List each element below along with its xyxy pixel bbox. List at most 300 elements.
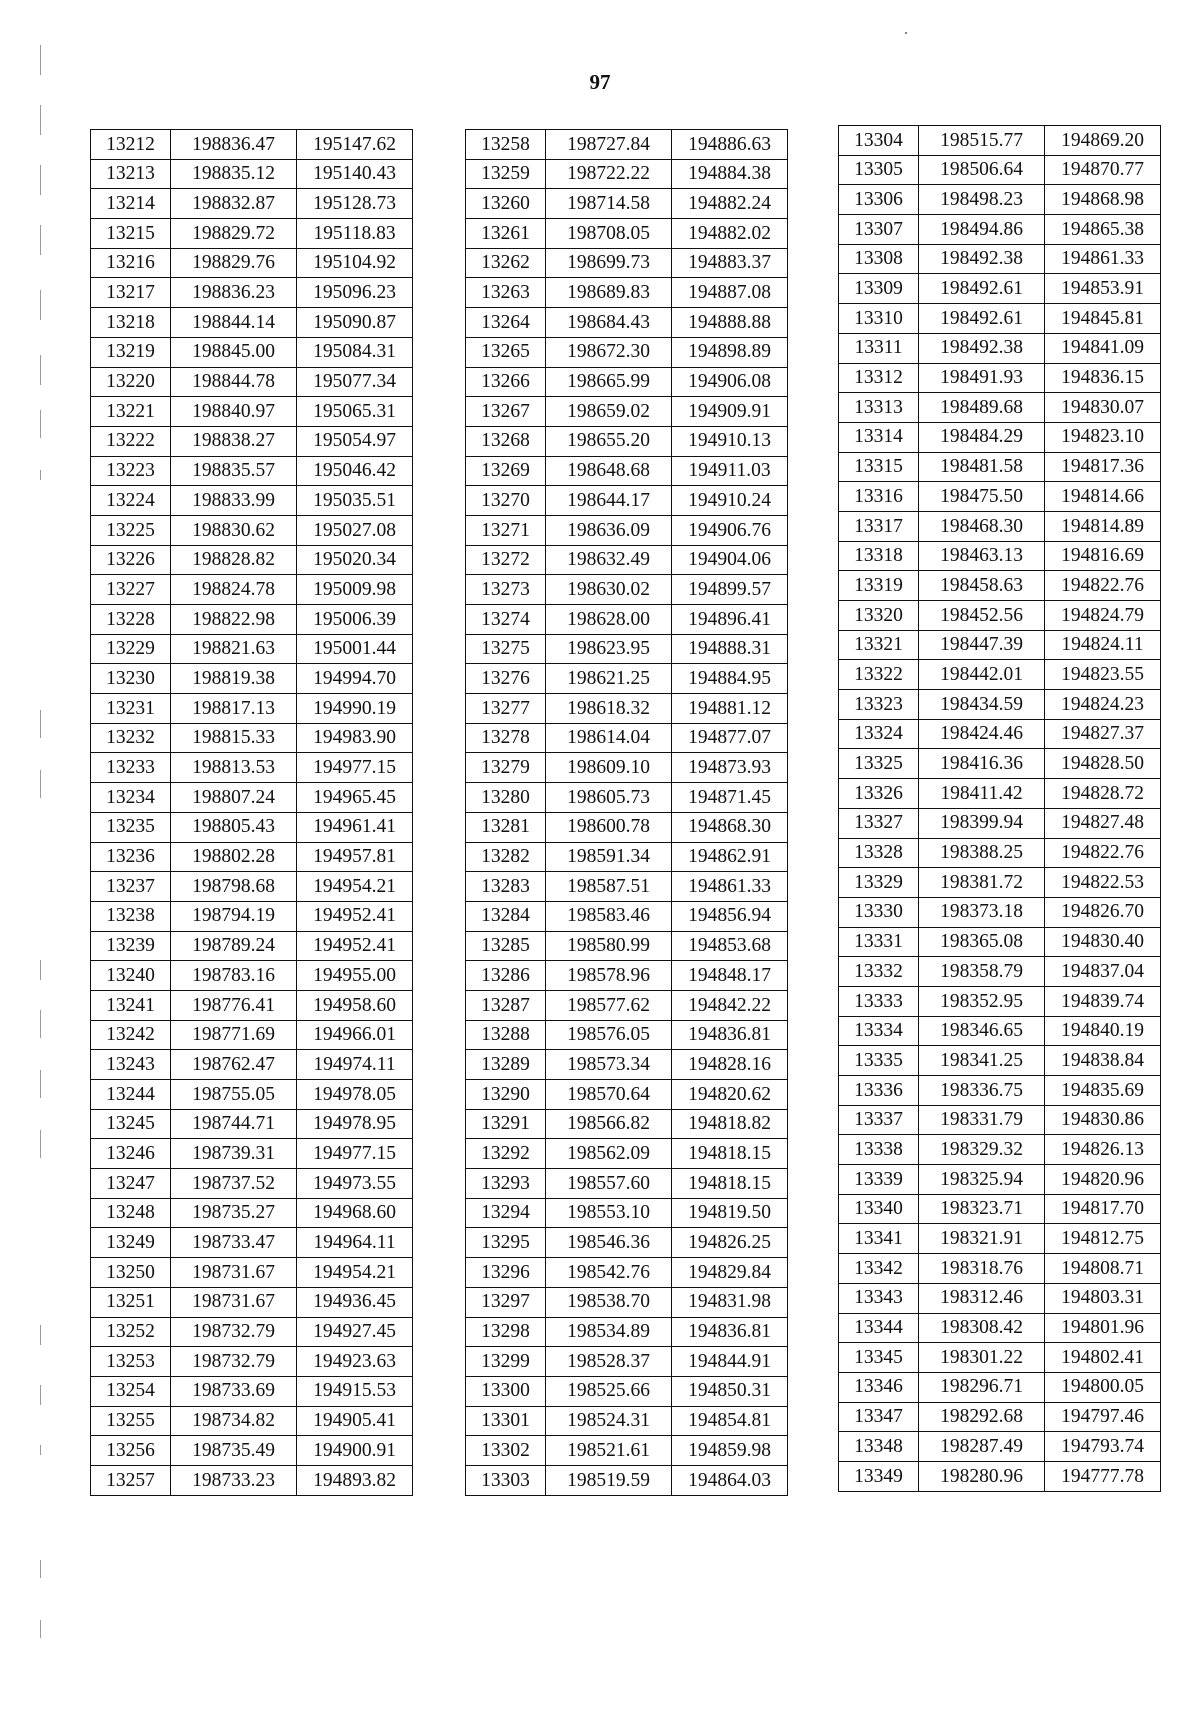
table-row bbox=[839, 1402, 1161, 1432]
y-coordinate-cell: 194831.98 bbox=[672, 1287, 788, 1317]
table-row bbox=[839, 957, 1161, 987]
y-coordinate-cell: 195006.39 bbox=[297, 605, 413, 635]
x-coordinate-cell: 198358.79 bbox=[919, 957, 1045, 987]
table-row bbox=[839, 630, 1161, 660]
point-id-cell: 13218 bbox=[91, 308, 171, 338]
x-coordinate-cell: 198583.46 bbox=[546, 901, 672, 931]
y-coordinate-cell: 194822.53 bbox=[1045, 868, 1161, 898]
margin-line-mark bbox=[40, 1385, 41, 1405]
y-coordinate-cell: 194905.41 bbox=[297, 1406, 413, 1436]
y-coordinate-cell: 194838.84 bbox=[1045, 1046, 1161, 1076]
x-coordinate-cell: 198835.57 bbox=[171, 456, 297, 486]
y-coordinate-cell: 194974.11 bbox=[297, 1050, 413, 1080]
y-coordinate-cell: 194822.76 bbox=[1045, 571, 1161, 601]
y-coordinate-cell: 194823.55 bbox=[1045, 660, 1161, 690]
point-id-cell: 13338 bbox=[839, 1135, 919, 1165]
y-coordinate-cell: 194977.15 bbox=[297, 753, 413, 783]
table-row bbox=[91, 515, 413, 545]
y-coordinate-cell: 194816.69 bbox=[1045, 541, 1161, 571]
y-coordinate-cell: 194896.41 bbox=[672, 605, 788, 635]
table-row bbox=[466, 753, 788, 783]
table-row bbox=[91, 872, 413, 902]
point-id-cell: 13220 bbox=[91, 367, 171, 397]
x-coordinate-cell: 198399.94 bbox=[919, 808, 1045, 838]
point-id-cell: 13303 bbox=[466, 1465, 546, 1495]
y-coordinate-cell: 194808.71 bbox=[1045, 1254, 1161, 1284]
y-coordinate-cell: 194839.74 bbox=[1045, 986, 1161, 1016]
x-coordinate-cell: 198844.78 bbox=[171, 367, 297, 397]
point-id-cell: 13255 bbox=[91, 1406, 171, 1436]
point-id-cell: 13244 bbox=[91, 1080, 171, 1110]
point-id-cell: 13334 bbox=[839, 1016, 919, 1046]
table-row bbox=[91, 1347, 413, 1377]
y-coordinate-cell: 194952.41 bbox=[297, 901, 413, 931]
y-coordinate-cell: 194978.05 bbox=[297, 1080, 413, 1110]
table-row bbox=[466, 189, 788, 219]
y-coordinate-cell: 195096.23 bbox=[297, 278, 413, 308]
table-row bbox=[91, 189, 413, 219]
point-id-cell: 13271 bbox=[466, 515, 546, 545]
table-row bbox=[466, 337, 788, 367]
table-row bbox=[466, 694, 788, 724]
x-coordinate-cell: 198630.02 bbox=[546, 575, 672, 605]
x-coordinate-cell: 198587.51 bbox=[546, 872, 672, 902]
table-row bbox=[91, 1376, 413, 1406]
x-coordinate-cell: 198805.43 bbox=[171, 812, 297, 842]
x-coordinate-cell: 198828.82 bbox=[171, 545, 297, 575]
point-id-cell: 13261 bbox=[466, 219, 546, 249]
point-id-cell: 13215 bbox=[91, 219, 171, 249]
margin-line-mark bbox=[40, 290, 41, 320]
point-id-cell: 13333 bbox=[839, 986, 919, 1016]
y-coordinate-cell: 194864.03 bbox=[672, 1465, 788, 1495]
y-coordinate-cell: 195020.34 bbox=[297, 545, 413, 575]
table-row bbox=[839, 1224, 1161, 1254]
margin-line-mark bbox=[40, 410, 41, 438]
x-coordinate-cell: 198735.49 bbox=[171, 1436, 297, 1466]
y-coordinate-cell: 194836.81 bbox=[672, 1317, 788, 1347]
y-coordinate-cell: 194990.19 bbox=[297, 694, 413, 724]
y-coordinate-cell: 194824.11 bbox=[1045, 630, 1161, 660]
x-coordinate-cell: 198798.68 bbox=[171, 872, 297, 902]
table-row bbox=[91, 783, 413, 813]
y-coordinate-cell: 194830.40 bbox=[1045, 927, 1161, 957]
table-row bbox=[839, 1135, 1161, 1165]
x-coordinate-cell: 198534.89 bbox=[546, 1317, 672, 1347]
y-coordinate-cell: 194841.09 bbox=[1045, 333, 1161, 363]
table-row bbox=[91, 931, 413, 961]
point-id-cell: 13250 bbox=[91, 1258, 171, 1288]
x-coordinate-cell: 198388.25 bbox=[919, 838, 1045, 868]
y-coordinate-cell: 194868.98 bbox=[1045, 185, 1161, 215]
x-coordinate-cell: 198735.27 bbox=[171, 1198, 297, 1228]
y-coordinate-cell: 194954.21 bbox=[297, 1258, 413, 1288]
y-coordinate-cell: 194814.89 bbox=[1045, 511, 1161, 541]
table-row bbox=[839, 126, 1161, 156]
y-coordinate-cell: 194824.23 bbox=[1045, 690, 1161, 720]
point-id-cell: 13241 bbox=[91, 990, 171, 1020]
x-coordinate-cell: 198341.25 bbox=[919, 1046, 1045, 1076]
y-coordinate-cell: 194800.05 bbox=[1045, 1372, 1161, 1402]
point-id-cell: 13300 bbox=[466, 1376, 546, 1406]
x-coordinate-cell: 198822.98 bbox=[171, 605, 297, 635]
margin-line-mark bbox=[40, 1130, 41, 1158]
table-row bbox=[839, 571, 1161, 601]
x-coordinate-cell: 198737.52 bbox=[171, 1169, 297, 1199]
y-coordinate-cell: 194801.96 bbox=[1045, 1313, 1161, 1343]
y-coordinate-cell: 194828.50 bbox=[1045, 749, 1161, 779]
table-row bbox=[466, 1406, 788, 1436]
table-row bbox=[91, 456, 413, 486]
point-id-cell: 13292 bbox=[466, 1139, 546, 1169]
y-coordinate-cell: 194837.04 bbox=[1045, 957, 1161, 987]
x-coordinate-cell: 198346.65 bbox=[919, 1016, 1045, 1046]
x-coordinate-cell: 198689.83 bbox=[546, 278, 672, 308]
x-coordinate-cell: 198789.24 bbox=[171, 931, 297, 961]
point-id-cell: 13320 bbox=[839, 601, 919, 631]
y-coordinate-cell: 194823.10 bbox=[1045, 422, 1161, 452]
y-coordinate-cell: 194870.77 bbox=[1045, 155, 1161, 185]
y-coordinate-cell: 194958.60 bbox=[297, 990, 413, 1020]
table-row bbox=[91, 1198, 413, 1228]
table-row bbox=[466, 1287, 788, 1317]
point-id-cell: 13304 bbox=[839, 126, 919, 156]
table-row bbox=[839, 868, 1161, 898]
y-coordinate-cell: 194830.07 bbox=[1045, 393, 1161, 423]
point-id-cell: 13295 bbox=[466, 1228, 546, 1258]
x-coordinate-cell: 198708.05 bbox=[546, 219, 672, 249]
point-id-cell: 13259 bbox=[466, 159, 546, 189]
margin-line-mark bbox=[40, 1620, 41, 1638]
x-coordinate-cell: 198442.01 bbox=[919, 660, 1045, 690]
y-coordinate-cell: 194983.90 bbox=[297, 723, 413, 753]
x-coordinate-cell: 198573.34 bbox=[546, 1050, 672, 1080]
point-id-cell: 13242 bbox=[91, 1020, 171, 1050]
y-coordinate-cell: 194828.72 bbox=[1045, 779, 1161, 809]
x-coordinate-cell: 198411.42 bbox=[919, 779, 1045, 809]
point-id-cell: 13231 bbox=[91, 694, 171, 724]
point-id-cell: 13318 bbox=[839, 541, 919, 571]
table-row bbox=[91, 664, 413, 694]
margin-line-mark bbox=[40, 355, 41, 385]
point-id-cell: 13229 bbox=[91, 634, 171, 664]
table-row bbox=[839, 779, 1161, 809]
point-id-cell: 13346 bbox=[839, 1372, 919, 1402]
table-row bbox=[466, 664, 788, 694]
table-row bbox=[839, 1165, 1161, 1195]
table-row bbox=[466, 575, 788, 605]
x-coordinate-cell: 198468.30 bbox=[919, 511, 1045, 541]
point-id-cell: 13251 bbox=[91, 1287, 171, 1317]
point-id-cell: 13230 bbox=[91, 664, 171, 694]
x-coordinate-cell: 198829.76 bbox=[171, 248, 297, 278]
point-id-cell: 13243 bbox=[91, 1050, 171, 1080]
point-id-cell: 13287 bbox=[466, 990, 546, 1020]
x-coordinate-cell: 198644.17 bbox=[546, 486, 672, 516]
point-id-cell: 13330 bbox=[839, 897, 919, 927]
y-coordinate-cell: 195084.31 bbox=[297, 337, 413, 367]
y-coordinate-cell: 194882.02 bbox=[672, 219, 788, 249]
table-row bbox=[466, 901, 788, 931]
y-coordinate-cell: 195140.43 bbox=[297, 159, 413, 189]
x-coordinate-cell: 198614.04 bbox=[546, 723, 672, 753]
y-coordinate-cell: 194861.33 bbox=[1045, 244, 1161, 274]
y-coordinate-cell: 194865.38 bbox=[1045, 215, 1161, 245]
point-id-cell: 13239 bbox=[91, 931, 171, 961]
x-coordinate-cell: 198838.27 bbox=[171, 426, 297, 456]
table-row bbox=[91, 219, 413, 249]
point-id-cell: 13343 bbox=[839, 1283, 919, 1313]
table-row bbox=[839, 482, 1161, 512]
x-coordinate-cell: 198280.96 bbox=[919, 1461, 1045, 1491]
y-coordinate-cell: 194968.60 bbox=[297, 1198, 413, 1228]
x-coordinate-cell: 198481.58 bbox=[919, 452, 1045, 482]
table-row bbox=[839, 690, 1161, 720]
point-id-cell: 13279 bbox=[466, 753, 546, 783]
table-row bbox=[91, 1080, 413, 1110]
point-id-cell: 13253 bbox=[91, 1347, 171, 1377]
y-coordinate-cell: 194936.45 bbox=[297, 1287, 413, 1317]
point-id-cell: 13282 bbox=[466, 842, 546, 872]
y-coordinate-cell: 194828.16 bbox=[672, 1050, 788, 1080]
x-coordinate-cell: 198515.77 bbox=[919, 126, 1045, 156]
point-id-cell: 13288 bbox=[466, 1020, 546, 1050]
y-coordinate-cell: 194819.50 bbox=[672, 1198, 788, 1228]
y-coordinate-cell: 194978.95 bbox=[297, 1109, 413, 1139]
table-row bbox=[466, 367, 788, 397]
point-id-cell: 13329 bbox=[839, 868, 919, 898]
point-id-cell: 13257 bbox=[91, 1465, 171, 1495]
x-coordinate-cell: 198807.24 bbox=[171, 783, 297, 813]
point-id-cell: 13340 bbox=[839, 1194, 919, 1224]
x-coordinate-cell: 198492.38 bbox=[919, 244, 1045, 274]
x-coordinate-cell: 198655.20 bbox=[546, 426, 672, 456]
point-id-cell: 13347 bbox=[839, 1402, 919, 1432]
x-coordinate-cell: 198659.02 bbox=[546, 397, 672, 427]
x-coordinate-cell: 198844.14 bbox=[171, 308, 297, 338]
y-coordinate-cell: 194961.41 bbox=[297, 812, 413, 842]
point-id-cell: 13285 bbox=[466, 931, 546, 961]
x-coordinate-cell: 198836.23 bbox=[171, 278, 297, 308]
table-row bbox=[839, 660, 1161, 690]
y-coordinate-cell: 194887.08 bbox=[672, 278, 788, 308]
point-id-cell: 13281 bbox=[466, 812, 546, 842]
table-row bbox=[91, 694, 413, 724]
margin-line-mark bbox=[40, 1560, 41, 1578]
x-coordinate-cell: 198733.69 bbox=[171, 1376, 297, 1406]
table-row bbox=[839, 986, 1161, 1016]
x-coordinate-cell: 198546.36 bbox=[546, 1228, 672, 1258]
point-id-cell: 13275 bbox=[466, 634, 546, 664]
table-row bbox=[466, 130, 788, 160]
point-id-cell: 13258 bbox=[466, 130, 546, 160]
y-coordinate-cell: 194994.70 bbox=[297, 664, 413, 694]
y-coordinate-cell: 194826.13 bbox=[1045, 1135, 1161, 1165]
y-coordinate-cell: 194906.76 bbox=[672, 515, 788, 545]
y-coordinate-cell: 194927.45 bbox=[297, 1317, 413, 1347]
point-id-cell: 13325 bbox=[839, 749, 919, 779]
table-row bbox=[466, 426, 788, 456]
table-row bbox=[839, 541, 1161, 571]
x-coordinate-cell: 198734.82 bbox=[171, 1406, 297, 1436]
y-coordinate-cell: 194835.69 bbox=[1045, 1076, 1161, 1106]
point-id-cell: 13344 bbox=[839, 1313, 919, 1343]
table-row bbox=[839, 274, 1161, 304]
x-coordinate-cell: 198699.73 bbox=[546, 248, 672, 278]
x-coordinate-cell: 198819.38 bbox=[171, 664, 297, 694]
x-coordinate-cell: 198833.99 bbox=[171, 486, 297, 516]
y-coordinate-cell: 194836.81 bbox=[672, 1020, 788, 1050]
x-coordinate-cell: 198821.63 bbox=[171, 634, 297, 664]
point-id-cell: 13327 bbox=[839, 808, 919, 838]
point-id-cell: 13294 bbox=[466, 1198, 546, 1228]
point-id-cell: 13339 bbox=[839, 1165, 919, 1195]
x-coordinate-cell: 198506.64 bbox=[919, 155, 1045, 185]
table-row bbox=[91, 1050, 413, 1080]
x-coordinate-cell: 198776.41 bbox=[171, 990, 297, 1020]
table-row bbox=[91, 308, 413, 338]
x-coordinate-cell: 198580.99 bbox=[546, 931, 672, 961]
x-coordinate-cell: 198325.94 bbox=[919, 1165, 1045, 1195]
x-coordinate-cell: 198672.30 bbox=[546, 337, 672, 367]
margin-line-mark bbox=[40, 1445, 41, 1455]
x-coordinate-cell: 198434.59 bbox=[919, 690, 1045, 720]
y-coordinate-cell: 195035.51 bbox=[297, 486, 413, 516]
point-id-cell: 13311 bbox=[839, 333, 919, 363]
y-coordinate-cell: 194904.06 bbox=[672, 545, 788, 575]
table-row bbox=[839, 333, 1161, 363]
point-id-cell: 13247 bbox=[91, 1169, 171, 1199]
y-coordinate-cell: 194817.36 bbox=[1045, 452, 1161, 482]
y-coordinate-cell: 194803.31 bbox=[1045, 1283, 1161, 1313]
x-coordinate-cell: 198301.22 bbox=[919, 1343, 1045, 1373]
x-coordinate-cell: 198623.95 bbox=[546, 634, 672, 664]
table-row bbox=[91, 634, 413, 664]
x-coordinate-cell: 198365.08 bbox=[919, 927, 1045, 957]
y-coordinate-cell: 195104.92 bbox=[297, 248, 413, 278]
y-coordinate-cell: 194859.98 bbox=[672, 1436, 788, 1466]
x-coordinate-cell: 198762.47 bbox=[171, 1050, 297, 1080]
y-coordinate-cell: 194826.70 bbox=[1045, 897, 1161, 927]
table-row bbox=[466, 1050, 788, 1080]
y-coordinate-cell: 194820.62 bbox=[672, 1080, 788, 1110]
table-row bbox=[839, 808, 1161, 838]
x-coordinate-cell: 198287.49 bbox=[919, 1432, 1045, 1462]
y-coordinate-cell: 194973.55 bbox=[297, 1169, 413, 1199]
y-coordinate-cell: 194977.15 bbox=[297, 1139, 413, 1169]
y-coordinate-cell: 194824.79 bbox=[1045, 601, 1161, 631]
table-row bbox=[839, 719, 1161, 749]
point-id-cell: 13216 bbox=[91, 248, 171, 278]
table-row bbox=[91, 545, 413, 575]
x-coordinate-cell: 198308.42 bbox=[919, 1313, 1045, 1343]
y-coordinate-cell: 194911.03 bbox=[672, 456, 788, 486]
point-id-cell: 13224 bbox=[91, 486, 171, 516]
y-coordinate-cell: 194915.53 bbox=[297, 1376, 413, 1406]
x-coordinate-cell: 198292.68 bbox=[919, 1402, 1045, 1432]
x-coordinate-cell: 198794.19 bbox=[171, 901, 297, 931]
point-id-cell: 13349 bbox=[839, 1461, 919, 1491]
table-row bbox=[839, 422, 1161, 452]
x-coordinate-cell: 198830.62 bbox=[171, 515, 297, 545]
point-id-cell: 13264 bbox=[466, 308, 546, 338]
point-id-cell: 13277 bbox=[466, 694, 546, 724]
x-coordinate-cell: 198491.93 bbox=[919, 363, 1045, 393]
y-coordinate-cell: 194881.12 bbox=[672, 694, 788, 724]
point-id-cell: 13284 bbox=[466, 901, 546, 931]
table-row bbox=[91, 753, 413, 783]
y-coordinate-cell: 194822.76 bbox=[1045, 838, 1161, 868]
y-coordinate-cell: 194853.91 bbox=[1045, 274, 1161, 304]
x-coordinate-cell: 198566.82 bbox=[546, 1109, 672, 1139]
x-coordinate-cell: 198605.73 bbox=[546, 783, 672, 813]
margin-line-mark bbox=[40, 1010, 41, 1038]
point-id-cell: 13278 bbox=[466, 723, 546, 753]
x-coordinate-cell: 198475.50 bbox=[919, 482, 1045, 512]
y-coordinate-cell: 194826.25 bbox=[672, 1228, 788, 1258]
point-id-cell: 13326 bbox=[839, 779, 919, 809]
table-row bbox=[466, 783, 788, 813]
point-id-cell: 13309 bbox=[839, 274, 919, 304]
table-row bbox=[839, 1254, 1161, 1284]
y-coordinate-cell: 194777.78 bbox=[1045, 1461, 1161, 1491]
x-coordinate-cell: 198331.79 bbox=[919, 1105, 1045, 1135]
point-id-cell: 13307 bbox=[839, 215, 919, 245]
x-coordinate-cell: 198424.46 bbox=[919, 719, 1045, 749]
x-coordinate-cell: 198802.28 bbox=[171, 842, 297, 872]
table-row bbox=[91, 248, 413, 278]
point-id-cell: 13312 bbox=[839, 363, 919, 393]
table-row bbox=[91, 1465, 413, 1495]
point-id-cell: 13310 bbox=[839, 304, 919, 334]
x-coordinate-cell: 198416.36 bbox=[919, 749, 1045, 779]
x-coordinate-cell: 198381.72 bbox=[919, 868, 1045, 898]
table-row bbox=[91, 159, 413, 189]
point-id-cell: 13306 bbox=[839, 185, 919, 215]
table-row bbox=[466, 1139, 788, 1169]
table-row bbox=[91, 278, 413, 308]
table-row bbox=[839, 1194, 1161, 1224]
y-coordinate-cell: 194909.91 bbox=[672, 397, 788, 427]
point-id-cell: 13248 bbox=[91, 1198, 171, 1228]
table-row bbox=[466, 961, 788, 991]
y-coordinate-cell: 194812.75 bbox=[1045, 1224, 1161, 1254]
table-row bbox=[466, 1169, 788, 1199]
y-coordinate-cell: 194899.57 bbox=[672, 575, 788, 605]
y-coordinate-cell: 194923.63 bbox=[297, 1347, 413, 1377]
table-row bbox=[839, 363, 1161, 393]
point-id-cell: 13321 bbox=[839, 630, 919, 660]
table-row bbox=[466, 486, 788, 516]
page-number: 97 bbox=[589, 70, 611, 94]
x-coordinate-cell: 198494.86 bbox=[919, 215, 1045, 245]
table-row bbox=[466, 931, 788, 961]
y-coordinate-cell: 194910.13 bbox=[672, 426, 788, 456]
point-id-cell: 13323 bbox=[839, 690, 919, 720]
x-coordinate-cell: 198447.39 bbox=[919, 630, 1045, 660]
coordinate-table bbox=[838, 125, 1161, 1492]
y-coordinate-cell: 194868.30 bbox=[672, 812, 788, 842]
table-row bbox=[91, 1109, 413, 1139]
point-id-cell: 13260 bbox=[466, 189, 546, 219]
y-coordinate-cell: 194910.24 bbox=[672, 486, 788, 516]
table-row bbox=[839, 601, 1161, 631]
x-coordinate-cell: 198817.13 bbox=[171, 694, 297, 724]
y-coordinate-cell: 194966.01 bbox=[297, 1020, 413, 1050]
point-id-cell: 13212 bbox=[91, 130, 171, 160]
table-row bbox=[91, 723, 413, 753]
table-row bbox=[839, 1343, 1161, 1373]
